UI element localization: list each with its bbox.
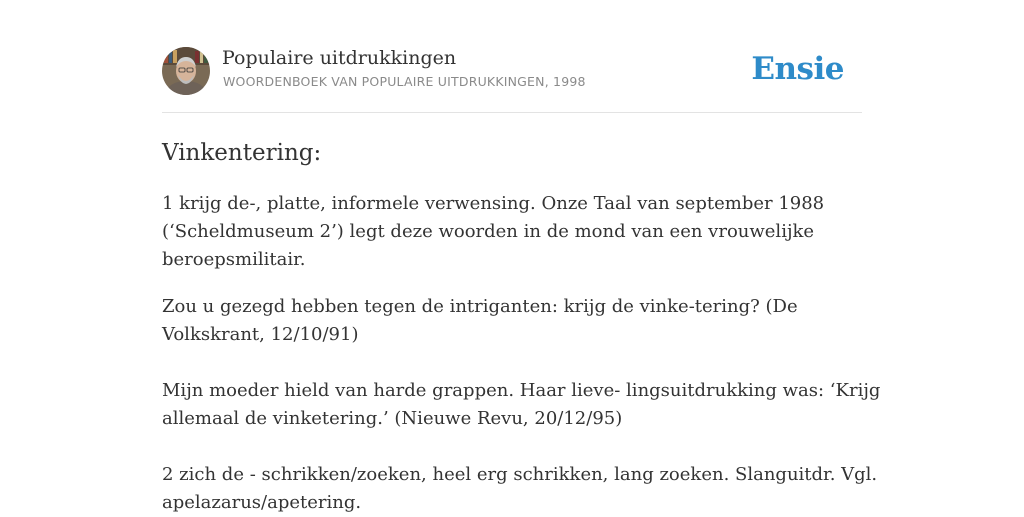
source-title[interactable]: Populaire uitdrukkingen xyxy=(222,47,457,69)
author-avatar[interactable] xyxy=(162,47,210,95)
page-container xyxy=(162,0,881,513)
entry-paragraph: Mijn moeder hield van harde grappen. Haar lieve- lingsuitdrukking was: ‘Krijg allemaal de vinketering.’ (Nieuwe Revu, 20/12/95) xyxy=(162,380,881,429)
author-portrait-icon xyxy=(162,47,210,95)
entry-paragraph: 1 krijg de-, platte, informele verwensing. Onze Taal van september 1988 (‘Scheldmuseum 2’) legt deze woorden in de mond van een vrouwelijke beroepsmilitair. xyxy=(162,193,825,270)
entry-paragraph: Zou u gezegd hebben tegen de intriganten: krijg de vinke-tering? (De Volkskrant, 12/10/91) xyxy=(162,296,798,345)
source-subtitle: WOORDENBOEK VAN POPULAIRE UITDRUKKINGEN, 1998 xyxy=(223,74,586,89)
source-header xyxy=(162,0,862,113)
entry-paragraph: 2 zich de - schrikken/zoeken, heel erg schrikken, lang zoeken. Slanguitdr. Vgl. apelazarus/apetering. xyxy=(162,464,878,513)
entry-title: Vinkentering: xyxy=(162,140,322,166)
ensie-logo-link[interactable]: Ensie xyxy=(751,51,844,87)
